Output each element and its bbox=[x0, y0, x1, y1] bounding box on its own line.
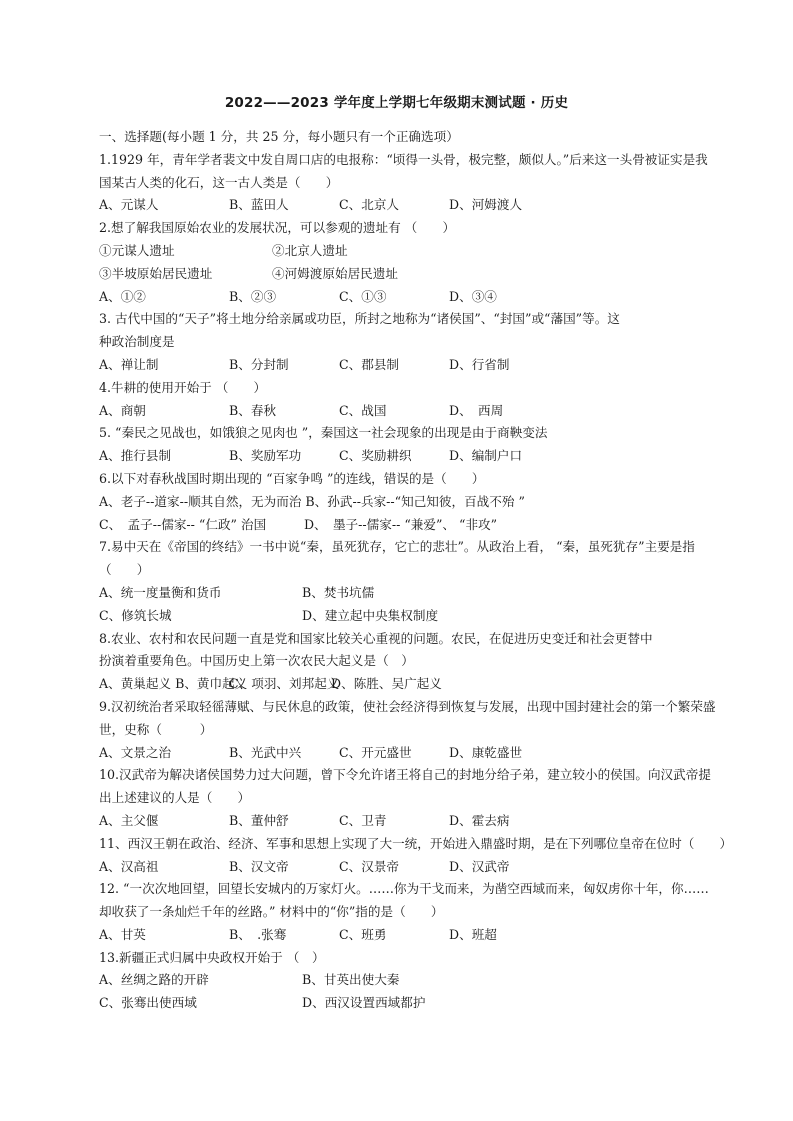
answer-option: B、汉文帝 bbox=[229, 858, 289, 874]
question-text-line: 6.以下对春秋战国时期出现的 “百家争鸣 ”的连线，错误的是（ ） bbox=[99, 470, 485, 486]
question-3 bbox=[99, 308, 709, 376]
answer-option: C、卫青 bbox=[339, 812, 387, 828]
question-10 bbox=[99, 764, 709, 832]
question-13 bbox=[99, 947, 709, 1015]
answer-option: B、 .张骞 bbox=[229, 926, 287, 942]
answer-options bbox=[99, 286, 709, 309]
question-1 bbox=[99, 149, 709, 217]
answer-options bbox=[99, 354, 709, 377]
choice-item: ①元谋人遗址 bbox=[99, 242, 175, 258]
answer-options bbox=[99, 810, 709, 833]
answer-option: C、开元盛世 bbox=[339, 744, 412, 760]
answer-options bbox=[99, 673, 709, 696]
choice-item: B、甘英出使大秦 bbox=[302, 972, 400, 988]
answer-options bbox=[99, 400, 709, 423]
question-text-line: C、 孟子--儒家-- “仁政” 治国 D、 墨子--儒家-- “兼爱”、 “非攻” bbox=[99, 516, 498, 532]
question-text-line: 13.新疆正式归属中央政权开始于 （ ） bbox=[99, 949, 325, 965]
question-text-line: 种政治制度是 bbox=[99, 334, 175, 350]
answer-options bbox=[99, 856, 709, 879]
choice-item: B、焚书坑儒 bbox=[302, 584, 375, 600]
choice-row bbox=[99, 992, 709, 1015]
answer-options bbox=[99, 924, 709, 947]
choice-item: D、西汉设置西域都护 bbox=[302, 995, 426, 1011]
choice-row bbox=[99, 263, 709, 286]
question-text-line: 11、西汉王朝在政治、经济、军事和思想上实现了大一统，开始进入鼎盛时期，是在下列哪位皇帝在位时（ ） bbox=[99, 835, 733, 851]
answer-option: B、奖励军功 bbox=[229, 448, 302, 464]
question-text-line: 国某古人类的化石，这一古人类是（ ） bbox=[99, 174, 339, 190]
question-text-line: 10.汉武帝为解决诸侯国势力过大问题，曾下令允许诸王将自己的封地分给子弟，建立较小的侯国。向汉武帝提 bbox=[99, 767, 711, 783]
question-text-line: 12. “一次次地回望，回望长安城内的万家灯火。……你为干戈而来，为凿空西域而来，匈奴虏你十年，你…… bbox=[99, 881, 709, 897]
answer-option: C、汉景帝 bbox=[339, 858, 400, 874]
answer-option: B、春秋 bbox=[229, 402, 277, 418]
answer-option: D、行省制 bbox=[449, 356, 510, 372]
question-text-line: A、老子--道家--顺其自然，无为而治 B、孙武--兵家--“知己知彼，百战不殆 ” bbox=[99, 493, 525, 509]
answer-option: C、奖励耕织 bbox=[339, 448, 412, 464]
choice-item: D、建立起中央集权制度 bbox=[302, 607, 439, 623]
choice-row bbox=[99, 969, 709, 992]
answer-option: A、甘英 bbox=[99, 926, 146, 942]
answer-option: D、康乾盛世 bbox=[449, 744, 523, 760]
choice-item: A、统一度量衡和货币 bbox=[99, 584, 222, 600]
answer-option: B、②③ bbox=[229, 288, 277, 304]
answer-option: D、班超 bbox=[449, 926, 497, 942]
answer-option: C、项羽、刘邦起义 bbox=[229, 676, 340, 692]
section-heading: 一、选择题(每小题 1 分，共 25 分，每小题只有一个正确选项） bbox=[99, 129, 459, 144]
answer-option: A、黄巢起义 B、黄巾起义 bbox=[99, 676, 248, 692]
answer-option: C、班勇 bbox=[339, 926, 387, 942]
answer-option: A、禅让制 bbox=[99, 356, 159, 372]
answer-option: B、分封制 bbox=[229, 356, 289, 372]
question-8 bbox=[99, 628, 709, 696]
answer-option: A、汉高祖 bbox=[99, 858, 159, 874]
question-7 bbox=[99, 536, 709, 627]
question-text-line: 1.1929 年，青年学者裴文中发自周口店的电报称：“顷得一头骨，极完整，颇似人。”后来这一头骨被证实是我 bbox=[99, 151, 708, 167]
choice-item: ④河姆渡原始居民遗址 bbox=[272, 265, 398, 281]
question-text-line: （ ） bbox=[99, 562, 150, 578]
answer-option: A、主父偃 bbox=[99, 812, 159, 828]
choice-item: C、张骞出使西域 bbox=[99, 995, 197, 1011]
answer-option: A、推行县制 bbox=[99, 448, 172, 464]
question-text-line: 却收获了一条灿烂千年的丝路。” 材料中的“你”指的是（ ） bbox=[99, 904, 444, 920]
question-text-line: 世，史称（ ） bbox=[99, 721, 213, 737]
answer-option: C、战国 bbox=[339, 402, 387, 418]
choice-row bbox=[99, 240, 709, 263]
question-11 bbox=[99, 833, 733, 879]
answer-option: D、陈胜、吴广起义 bbox=[331, 676, 442, 692]
question-text-line: 5. “秦民之见战也，如饿狼之见肉也 ”，秦国这一社会现象的出现是由于商鞅变法 bbox=[99, 425, 548, 441]
answer-option: C、北京人 bbox=[339, 197, 400, 213]
answer-option: A、①② bbox=[99, 288, 146, 304]
question-2 bbox=[99, 217, 709, 308]
answer-option: B、蓝田人 bbox=[229, 197, 289, 213]
question-text-line: 8.农业、农村和农民问题一直是党和国家比较关心重视的问题。农民，在促进历史变迁和社会更替中 bbox=[99, 630, 653, 646]
choice-item: C、修筑长城 bbox=[99, 607, 172, 623]
answer-option: D、 西周 bbox=[449, 402, 504, 418]
choice-item: ③半坡原始居民遗址 bbox=[99, 265, 213, 281]
answer-option: D、霍去病 bbox=[449, 812, 510, 828]
answer-options bbox=[99, 445, 709, 468]
choice-item: ②北京人遗址 bbox=[272, 242, 348, 258]
question-4 bbox=[99, 377, 709, 423]
question-text-line: 2.想了解我国原始农业的发展状况，可以参观的遗址有 （ ） bbox=[99, 220, 456, 236]
answer-option: D、河姆渡人 bbox=[449, 197, 523, 213]
answer-option: B、光武中兴 bbox=[229, 744, 302, 760]
question-text-line: 出上述建议的人是（ ） bbox=[99, 790, 251, 806]
answer-option: D、编制户口 bbox=[449, 448, 523, 464]
answer-option: C、郡县制 bbox=[339, 356, 400, 372]
question-text-line: 4.牛耕的使用开始于 （ ） bbox=[99, 379, 267, 395]
answer-option: D、③④ bbox=[449, 288, 497, 304]
question-text-line: 7.易中天在《帝国的终结》一书中说“秦，虽死犹存，它亡的悲壮”。从政治上看， “秦，虽死犹存”主要是指 bbox=[99, 539, 695, 555]
question-text-line: 3. 古代中国的“天子”将土地分给亲属或功臣，所封之地称为“诸侯国”、“封国”或“藩国”等。这 bbox=[99, 311, 620, 327]
answer-options bbox=[99, 742, 709, 765]
answer-option: D、汉武帝 bbox=[449, 858, 510, 874]
answer-option: A、文景之治 bbox=[99, 744, 172, 760]
choice-item: A、丝绸之路的开辟 bbox=[99, 972, 209, 988]
choice-row bbox=[99, 605, 709, 628]
answer-options bbox=[99, 194, 709, 217]
answer-option: B、董仲舒 bbox=[229, 812, 289, 828]
question-text-line: 扮演着重要角色。中国历史上第一次农民大起义是（ ） bbox=[99, 653, 414, 669]
question-6 bbox=[99, 468, 709, 536]
question-12 bbox=[99, 878, 709, 946]
choice-row bbox=[99, 582, 709, 605]
answer-option: A、商朝 bbox=[99, 402, 146, 418]
question-5 bbox=[99, 422, 709, 468]
question-9 bbox=[99, 696, 716, 764]
answer-option: A、元谋人 bbox=[99, 197, 159, 213]
question-list bbox=[99, 126, 733, 1015]
answer-option: C、①③ bbox=[339, 288, 387, 304]
exam-title: 2022——2023 学年度上学期七年级期末测试题 · 历史 bbox=[224, 95, 569, 111]
question-text-line: 9.汉初统治者采取轻徭薄赋、与民休息的政策，使社会经济得到恢复与发展，出现中国封建社会的第一个繁荣盛 bbox=[99, 698, 716, 714]
